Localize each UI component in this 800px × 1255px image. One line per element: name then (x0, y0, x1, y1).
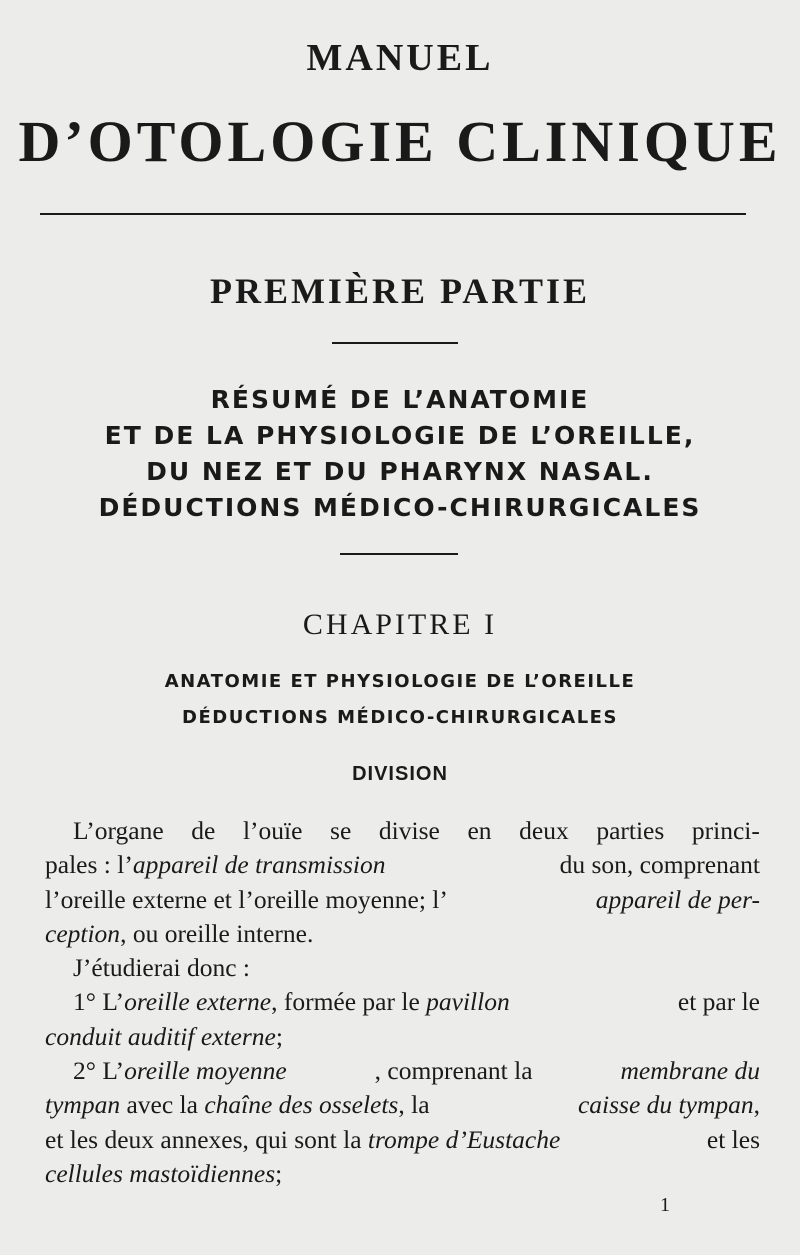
text-line: 2° L’oreille moyenne , comprenant la membrane du (73, 1056, 760, 1086)
text-line: tympan avec la chaîne des osselets, la caisse du tympan, (45, 1090, 760, 1120)
chapter-subtitle-line: DÉDUCTIONS MÉDICO-CHIRURGICALES (182, 707, 618, 728)
text-line: et les deux annexes, qui sont la trompe d’Eustache et les (45, 1124, 760, 1154)
text-line: L’organe de l’ouïe se divise en deux parties princi- (73, 816, 760, 845)
section-heading: DIVISION (352, 763, 448, 785)
page-number: 1 (660, 1194, 670, 1216)
text-line: ception , ou oreille interne. (45, 918, 314, 948)
header-rule (40, 213, 746, 215)
body-text (45, 814, 760, 1191)
chapter-heading: CHAPITRE I (302, 608, 498, 641)
summary-rule (340, 553, 458, 555)
summary-line: RÉSUMÉ DE L’ANATOMIE (210, 385, 590, 414)
text-line: J’étudierai donc : (73, 953, 251, 983)
summary-line: ET DE LA PHYSIOLOGIE DE L’OREILLE, (104, 421, 696, 450)
summary-line: DU NEZ ET DU PHARYNX NASAL. (146, 457, 654, 486)
chapter-subtitle (0, 664, 800, 736)
text-line: cellules mastoïdiennes ; (45, 1158, 283, 1188)
book-title-small: MANUEL (306, 37, 494, 79)
book-title: D’OTOLOGIE CLINIQUE (18, 109, 782, 174)
part-summary (0, 382, 800, 526)
summary-line: DÉDUCTIONS MÉDICO-CHIRURGICALES (98, 493, 702, 522)
part-heading: PREMIÈRE PARTIE (209, 271, 591, 311)
text-line: pales : l’appareil de transmission du son, comprenant (45, 850, 760, 880)
chapter-subtitle-line: ANATOMIE ET PHYSIOLOGIE DE L’OREILLE (164, 671, 636, 692)
text-line: 1° L’oreille externe, formée par le pavillon et par le (73, 987, 760, 1017)
text-line: l’oreille externe et l’oreille moyenne; l’ appareil de per- (45, 884, 760, 914)
text-line: conduit auditif externe ; (45, 1021, 283, 1051)
part-rule (332, 342, 458, 344)
